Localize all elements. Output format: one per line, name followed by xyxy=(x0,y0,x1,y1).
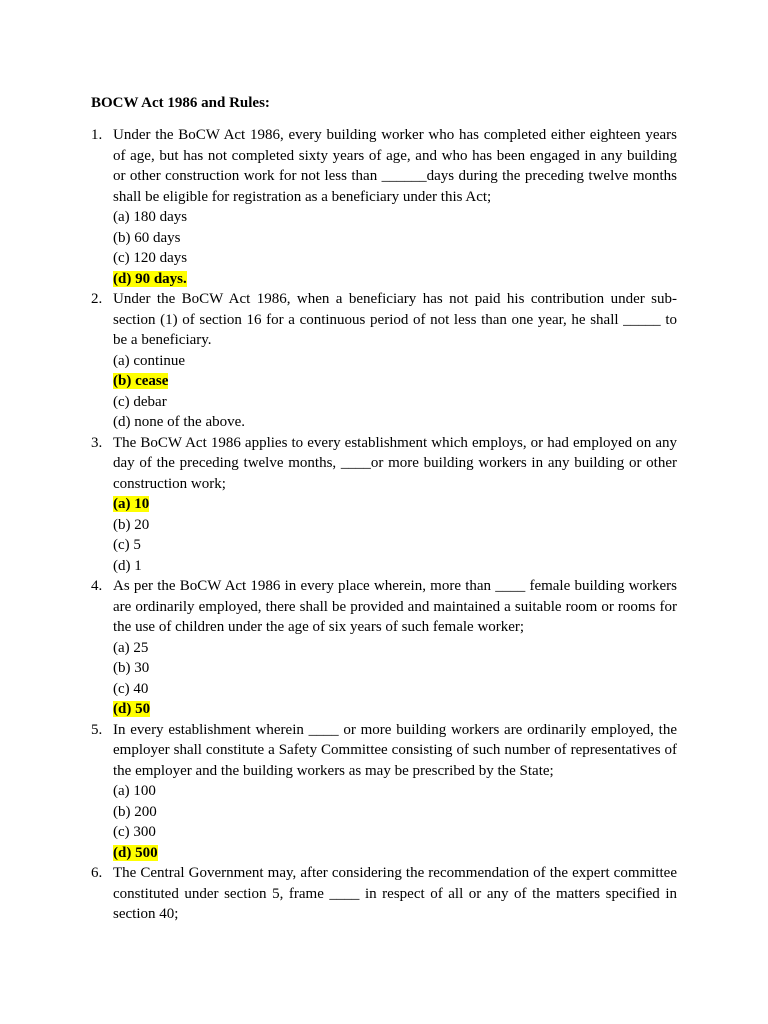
question-item xyxy=(91,720,677,864)
question-number: 5. xyxy=(91,721,103,738)
question-item xyxy=(91,433,677,577)
question-text: Under the BoCW Act 1986, every building worker who has completed either eighteen years of age, but has not completed sixty years of age, and who has been engaged in any building or other construction work for not less than ______days during the preceding twelve months shall be eligible for registration as a beneficiary under this Act; xyxy=(113,127,677,205)
answer-option xyxy=(113,207,677,228)
answer-option-label: (c) 40 xyxy=(113,680,149,697)
question-item xyxy=(91,289,677,433)
answer-option-correct xyxy=(113,843,677,864)
question-number: 2. xyxy=(91,291,103,307)
answer-option xyxy=(113,638,677,659)
question-item xyxy=(91,576,677,720)
answer-option-label: (d) 1 xyxy=(113,557,142,574)
answer-option xyxy=(113,802,677,823)
answer-option-label: (c) 300 xyxy=(113,824,156,840)
answer-option xyxy=(113,351,677,372)
answer-option-label: (a) 25 xyxy=(113,639,149,656)
question-text: Under the BoCW Act 1986, when a beneficiary has not paid his contribution under sub-section (1) of section 16 for a continuous period of not less than one year, he shall _____ to be a beneficiary. xyxy=(113,291,677,348)
question-text: The BoCW Act 1986 applies to every establishment which employs, or had employed on any day of the preceding twelve months, ____or more building workers in any building or other construction work; xyxy=(113,434,677,492)
answer-option-label: (b) cease xyxy=(113,373,169,389)
answer-option xyxy=(113,556,677,577)
answer-option xyxy=(113,781,677,802)
answer-option-label: (c) 5 xyxy=(113,537,141,553)
answer-option-label: (a) continue xyxy=(113,352,186,369)
answer-option-label: (b) 200 xyxy=(113,803,157,820)
question-item xyxy=(91,863,677,925)
answer-option xyxy=(113,822,677,843)
question-text: In every establishment wherein ____ or more building workers are ordinarily employed, the employer shall constitute a Safety Committee consisting of such number of representatives of the employer and the building workers as may be prescribed by the State; xyxy=(113,721,677,779)
answer-option xyxy=(113,658,677,679)
answer-option-correct xyxy=(113,269,677,290)
answer-option-correct xyxy=(113,494,677,515)
question-number: 6. xyxy=(91,865,103,881)
answer-option-label: (a) 10 xyxy=(113,496,150,512)
answer-option xyxy=(113,248,677,269)
answer-option-label: (c) 120 days xyxy=(113,250,188,266)
answer-option-label: (b) 20 xyxy=(113,516,150,533)
question-list xyxy=(91,125,677,925)
question-number: 1. xyxy=(91,127,103,143)
answer-option-label: (d) 50 xyxy=(113,701,151,717)
answer-option xyxy=(113,515,677,536)
document-title: BOCW Act 1986 and Rules: xyxy=(91,95,270,111)
answer-option xyxy=(113,679,677,700)
answer-option-label: (d) 500 xyxy=(113,844,158,861)
answer-option-label: (a) 180 days xyxy=(113,209,188,225)
answer-option-correct xyxy=(113,371,677,392)
question-number: 3. xyxy=(91,434,103,451)
answer-option-label: (c) debar xyxy=(113,393,167,410)
answer-option xyxy=(113,412,677,433)
question-number: 4. xyxy=(91,578,103,594)
answer-option-label: (a) 100 xyxy=(113,783,156,799)
answer-option xyxy=(113,228,677,249)
answer-option-label: (b) 30 xyxy=(113,660,150,676)
question-text: As per the BoCW Act 1986 in every place wherein, more than ____ female building workers are ordinarily employed, there shall be provided and maintained a suitable room or rooms for the use of children under the age of six years of such female worker; xyxy=(113,578,677,635)
question-text: The Central Government may, after considering the recommendation of the expert committee constituted under section 5, frame ____ in respect of all or any of the matters specified in section 40; xyxy=(113,865,677,922)
answer-option xyxy=(113,535,677,556)
answer-option-correct xyxy=(113,699,677,720)
answer-option xyxy=(113,392,677,413)
answer-option-label: (d) none of the above. xyxy=(113,414,246,430)
answer-option-label: (d) 90 days. xyxy=(113,270,187,287)
answer-option-label: (b) 60 days xyxy=(113,229,181,246)
question-item xyxy=(91,125,677,289)
